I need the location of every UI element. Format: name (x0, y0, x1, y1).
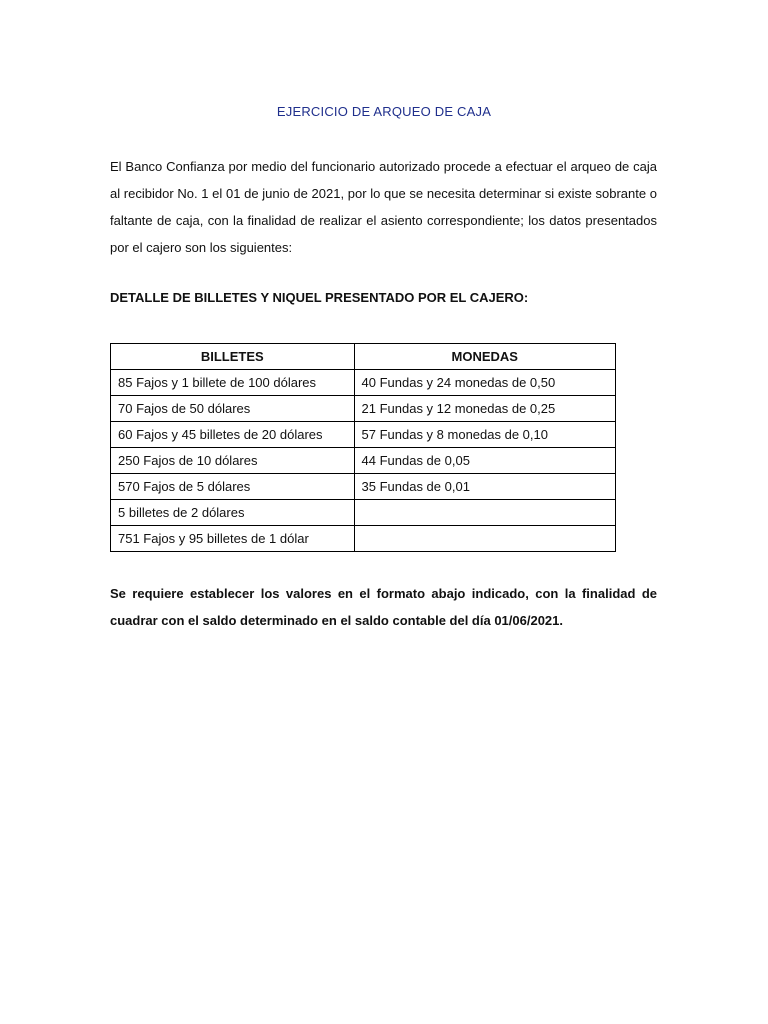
table-row (111, 422, 616, 448)
table-row (111, 396, 616, 422)
billetes-cell: 85 Fajos y 1 billete de 100 dólares (111, 370, 355, 396)
billetes-cell: 250 Fajos de 10 dólares (111, 448, 355, 474)
intro-paragraph: El Banco Confianza por medio del funcionario autorizado procede a efectuar el arqueo de caja al recibidor No. 1 el 01 de junio de 2021, por lo que se necesita determinar si existe sobrante o faltante de caja, con la finalidad de realizar el asiento correspondiente; los datos presentados por el cajero son los siguientes: (110, 159, 657, 255)
column-header-monedas: MONEDAS (354, 344, 615, 370)
monedas-cell: 44 Fundas de 0,05 (354, 448, 615, 474)
table-row (111, 474, 616, 500)
table-header-row (111, 344, 616, 370)
monedas-cell (354, 500, 615, 526)
monedas-cell (354, 526, 615, 552)
monedas-cell: 40 Fundas y 24 monedas de 0,50 (354, 370, 615, 396)
monedas-cell: 21 Fundas y 12 monedas de 0,25 (354, 396, 615, 422)
document-title: EJERCICIO DE ARQUEO DE CAJA (276, 104, 492, 119)
section-heading: DETALLE DE BILLETES Y NIQUEL PRESENTADO POR EL CAJERO: (110, 290, 529, 305)
monedas-cell: 35 Fundas de 0,01 (354, 474, 615, 500)
cash-detail-table (110, 343, 616, 552)
table-row (111, 500, 616, 526)
table-row (111, 370, 616, 396)
billetes-cell: 751 Fajos y 95 billetes de 1 dólar (111, 526, 355, 552)
billetes-cell: 570 Fajos de 5 dólares (111, 474, 355, 500)
billetes-cell: 60 Fajos y 45 billetes de 20 dólares (111, 422, 355, 448)
column-header-billetes: BILLETES (111, 344, 355, 370)
table-row (111, 448, 616, 474)
billetes-cell: 5 billetes de 2 dólares (111, 500, 355, 526)
closing-paragraph: Se requiere establecer los valores en el formato abajo indicado, con la finalidad de cuadrar con el saldo determinado en el saldo contable del día 01/06/2021. (110, 586, 657, 628)
monedas-cell: 57 Fundas y 8 monedas de 0,10 (354, 422, 615, 448)
table-row (111, 526, 616, 552)
billetes-cell: 70 Fajos de 50 dólares (111, 396, 355, 422)
